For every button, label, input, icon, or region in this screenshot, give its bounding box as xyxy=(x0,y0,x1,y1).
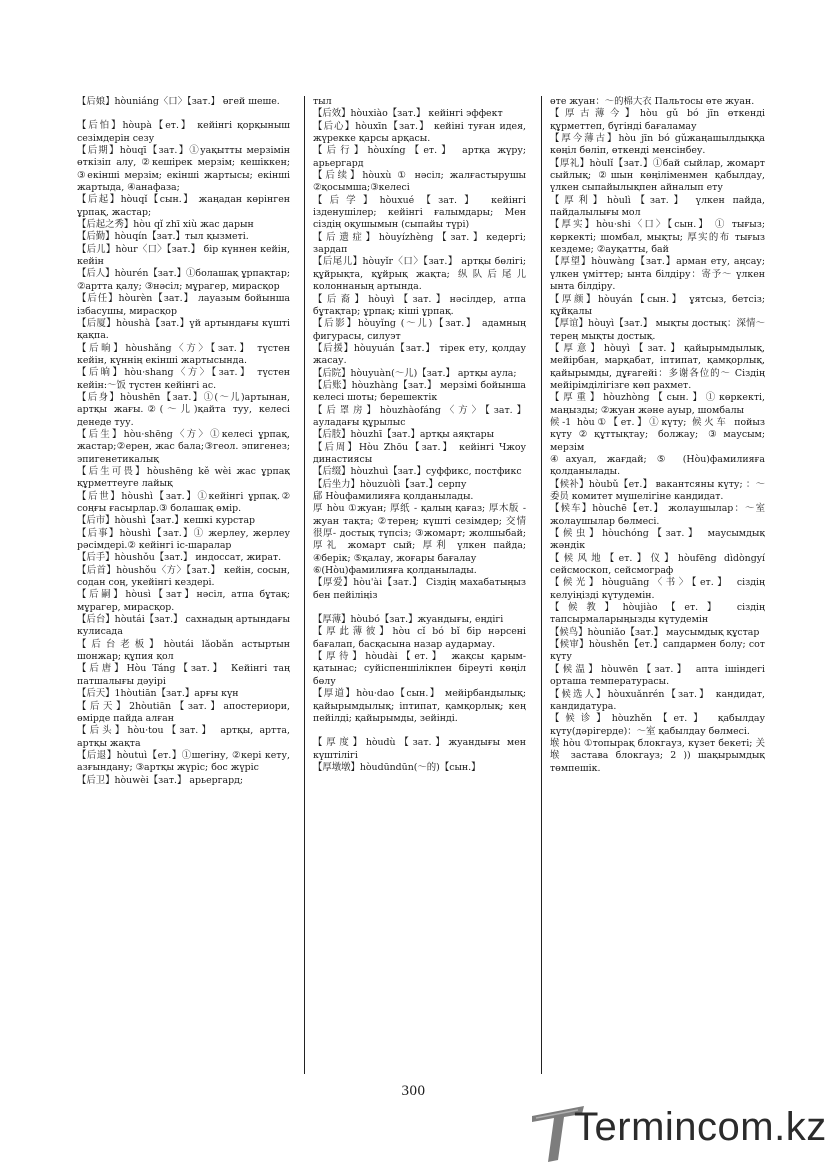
dictionary-entry: 【后缀】hòuzhuì【зат.】суффикс, постфикс xyxy=(313,466,522,478)
dictionary-entry: 【后娘】hòuniáng〈口〉【зат.】 өгей шеше. xyxy=(77,96,280,107)
dictionary-entry: 【后唐】Hòu Táng【зат.】 Кейінгі таң патшалығы дәуірі xyxy=(77,663,290,687)
dictionary-entry: 【后心】hòuxīn【зат.】 кейіні туған идея, жүрекке қарсы арқасы. xyxy=(313,120,526,145)
dictionary-entry: 【后周】Hòu Zhōu【зат.】 кейінгі Чжоу династиясы xyxy=(313,441,526,465)
dictionary-entry: 【后卫】hòuwèi【зат.】 арьергард; xyxy=(77,774,244,786)
dictionary-entry: 【厚利】hòulì【зат.】 үлкен пайда, пайдалылығы мол xyxy=(550,194,765,219)
dictionary-entry: 【后台】hòutái【зат.】 сахнадың артындағы кулисада xyxy=(77,614,290,638)
dictionary-entry: 【后厦】hòushà【зат.】үй артындағы күшті қақпа. xyxy=(77,317,290,342)
dictionary-entry: 【厚意】hòuyì【зат.】қайырымдылық, мейірбан, марқабат, іптипат, қамқорлық, қайырымды, дұғагейі：多谢各位的～ Сіздің мейірімділігізге көп рахмет. xyxy=(550,342,765,391)
dictionary-entry: 【候光】hòuguāng〈书〉【ет.】 сіздің келуіңізді күтудемін. xyxy=(550,577,765,601)
dictionary-entry: 【后效】hòuxiào【зат.】 кейінгі эффект xyxy=(313,108,503,120)
dictionary-entry: 【候审】hòushěn【ет.】сапдармен болу; сот күту xyxy=(550,639,765,663)
dictionary-entry: 【后怕】hòupà【ет.】 кейінгі қорқыныш сезімдерін сезу xyxy=(77,120,290,144)
dictionary-entry: 【厚薄】hòubó【зат.】жуандығы, еңдігі xyxy=(313,614,504,626)
dictionary-entry: 【后市】hòushì【зат.】кешкі курстар xyxy=(77,515,256,527)
dictionary-entry: 【候鸟】hòuniǎo【зат.】 маусымдық құстар xyxy=(550,626,760,638)
dictionary-entry: 【厚此薄彼】hòu cǐ bó bǐ бір нәрсені бағалап, басқасына назар аудармау. xyxy=(313,626,526,650)
dictionary-entry: 【后期】hòuqī【зат.】①уақытты мерзімін өткізіп алу, ②кешірек мерзім; кешіккен; ③екінші мерзім; екінші жартысы; екінші жартыда, ④анафаза; xyxy=(77,145,290,194)
dictionary-entry: 【后天】2hòutiān【зат.】апостериори, өмірде пайда алған xyxy=(77,700,290,724)
dictionary-entry: 【厚道】hòu·dao【сын.】 мейірбандылық; қайырымдылық; іптипат, қамқорлық; кең пейілді; қайырымды, зейінді. xyxy=(313,688,526,724)
dictionary-entry: 【后账】hòuzhàng【зат.】 мерзімі бойынша келесі шоты; берешектік xyxy=(313,379,526,404)
dictionary-entry: 【后头】hòu·tou【зат.】 артқы, артта, артқы жақта xyxy=(77,725,290,749)
dictionary-entry: 【后台老板】hòutái lǎobǎn астыртын шонжар; құпия қол xyxy=(77,638,290,663)
dictionary-column-1 xyxy=(77,96,290,1071)
termincom-logo[interactable] xyxy=(528,1102,827,1164)
dictionary-entry: 【厚古薄今】hòu gǔ bó jīn өткенді құрметтеп, бүгінді бағаламау xyxy=(550,108,765,132)
logo-wordmark: Termincom.kz xyxy=(574,1105,827,1149)
dictionary-entry: 【候虫】hòuchóng【зат.】 маусымдық жәндік xyxy=(550,528,765,552)
dictionary-entry: ④ахуал, жағдай; ⑤ (Hòu)фамилияға қолданылады. xyxy=(550,453,765,478)
dictionary-entry: 【后院】hòuyuàn(～儿)【зат.】 артқы аула; xyxy=(313,367,517,379)
dictionary-entry: 【厚重】hòuzhòng【сын.】①көркекті, маңызды; ②жуан және ауыр, шомбалы xyxy=(550,392,765,416)
dictionary-entry: 【后手】hòushǒu【зат.】 индоссат, жират. xyxy=(77,552,282,564)
dictionary-entry: тыл xyxy=(313,96,332,107)
dictionary-entry: 【后影】hòuyǐng (～儿)【зат.】 адамның фигурасы, силуэт xyxy=(313,318,526,342)
dictionary-entry: 【后坐力】hòuzuòlì【зат.】серпу xyxy=(313,478,467,490)
dictionary-entry: 郈 Hòuфамилияға қолданылады. xyxy=(313,491,474,502)
dictionary-entry: ⑥(Hòu)фамилияға қолданылады. xyxy=(313,565,477,577)
dictionary-entry: 【后退】hòutuì【ет.】①шегіну, ②кері кету, азғындану; ③артқы жүріс; бос жүріс xyxy=(77,749,290,774)
dictionary-entry: 【后学】hòuxué【зат.】 кейінгі ізденушілер; кейінгі ғалымдары; Мен сіздің оқушымын (сыпайы түрі) xyxy=(313,194,526,231)
dictionary-entry: 【后援】hòuyuán【зат.】 тірек ету, қолдау жасау. xyxy=(313,342,526,367)
dictionary-entry: 【后嗣】hòusì【зат】нәсіл, атпа бұтақ; мұрагер, мирасқор. xyxy=(77,589,290,613)
dictionary-entry: 【厚实】hòu·shi〈口〉【сын.】 ① тығыз; көркекті; шомбал, мықты; 厚实的布 тығыз кездеме; ②ауқатты, бай xyxy=(550,219,765,256)
dictionary-entry: 【后生】hòu·shēng〈方〉①келесі ұрпақ, жастар;②ерен, жас бала;③геол. эпигенез; эпигенетикалық xyxy=(77,428,290,465)
dictionary-entry: 【后起】hòuqǐ【сын.】 жаңадан көрінген ұрпақ, жастар; xyxy=(77,194,290,218)
dictionary-entry: 【后勤】hòuqín【зат.】тыл қызметі. xyxy=(77,231,249,243)
dictionary-entry: 【厚谊】hòuyì【зат.】 мықты достық：深情～ терең мықты достық. xyxy=(550,318,765,342)
page-number: 300 xyxy=(401,1083,426,1099)
dictionary-entry: 候-1 hòu①【ет.】①күту; 候火车 пойыз күту②құттықтау; болжау; ③маусым; мерзім xyxy=(550,416,765,453)
dictionary-entry: 【厚待】hòudài【ет.】 жақсы қарым-қатынас; суйіспеншілікпен біреуті көңіл бөлу xyxy=(313,651,526,687)
dictionary-entry: 【候诊】hòuzhěn【ет.】 қабылдау күту(дәрігерде)：～室 қабылдау бөлмесі. xyxy=(550,713,765,737)
dictionary-entry: 【厚今薄古】hòu jīn bó gǔжаңашылдыққа көңіл бөліп, өткенді менсінбеу. xyxy=(550,133,765,157)
dictionary-entry: 【后儿】hòur〈口〉【зат.】 бір күннен кейін, кейін xyxy=(77,243,290,268)
dictionary-entry: 【后身】hòushēn【зат.】①(～儿)артынан, артқы жағы.②(～儿)қайта туу, келесі денеде туу. xyxy=(77,391,290,428)
dictionary-entry: 【厚墩墩】hòudūndūn(～的)【сын.】 xyxy=(313,761,481,773)
dictionary-entry: өте жуан：～的棉大衣 Пальтосы өте жуан. xyxy=(550,96,755,107)
dictionary-entry: 【后天】1hòutiān【зат.】арғы күн xyxy=(77,688,239,700)
dictionary-entry: 【厚颜】hòuyán【сын.】 ұятсыз, бетсіз; құйқалы xyxy=(550,293,765,317)
column-divider xyxy=(541,96,542,1074)
dictionary-entry: 【厚礼】hòulǐ【зат.】①бай сыйлар, жомарт сыйлық; ②шын көңіліменмен қабылдау, үлкен сыпайылықпен айналып ету xyxy=(550,157,765,194)
dictionary-entry: 【候风地【ет.】仪】hòufēng dìdòngyí сейсмоскоп, сейсмограф xyxy=(550,552,765,577)
dictionary-entry: 【后起之秀】hòu qǐ zhī xiù жас дарын xyxy=(77,219,254,231)
dictionary-entry: 【厚度】hòudù【зат.】жуандығы мен күштілігі xyxy=(313,737,526,761)
dictionary-entry: 【后晌】hòushǎng〈方〉【зат.】 түстен кейін, күннің екінші жартысында. xyxy=(77,342,290,366)
dictionary-entry: 【候车】hòuchē【ет.】 жолаушылар：～室 жолаушылар бөлмесі. xyxy=(550,503,765,527)
dictionary-entry: 【后罩房】hòuzhàofáng〈方〉【зат.】 ауладағы құрылыс xyxy=(313,404,526,428)
dictionary-entry: 【候选人】hòuxuǎnrén【зат.】 кандидат, кандидатура. xyxy=(550,688,765,712)
dictionary-entry: 【后裔】hòuyì【зат.】нәсілдер, атпа бұтақтар; ұрпақ; кіші ұрпақ. xyxy=(313,293,526,317)
dictionary-entry: 【后遗症】hòuyízhèng【зат.】кедергі; зардап xyxy=(313,231,526,256)
dictionary-entry: 【后续】hòuxù ① нәсіл; жалғастырушы ②қосымша;③келесі xyxy=(313,170,526,194)
dictionary-entry: 厚 hòu ①жуан; 厚纸 - қалың қағаз; 厚木版 - жуан тақта; ②терең; күшті сезімдер; 交情很厚- достық түпсіз; ③жомарт; жолшыбай; 厚礼 жомарт сый; 厚利 үлкен пайда; ④берік; ⑤қалау, жоғары бағалау xyxy=(313,503,526,564)
dictionary-entry: 【后行】hòuxíng【ет.】 артқа жүру; арьергард xyxy=(313,145,526,169)
dictionary-column-2 xyxy=(313,96,526,1071)
dictionary-entry: 【候教】hòujiào【ет.】 сіздің тапсырмаларыңызды күтудемін xyxy=(550,602,765,626)
dictionary-column-3 xyxy=(550,96,765,1071)
dictionary-entry: 【候补】hòubǔ【ет.】 вакантсяны күту; ：～委员 комитет мүшелігіне кандидат. xyxy=(550,478,765,502)
dictionary-entry: 【后首】hòushǒu〈方〉【зат.】 кейін, сосын, содан соң, укейінгі кездері. xyxy=(77,564,290,589)
dictionary-entry: 【后事】hòushì【зат.】① жерлеу, жерлеу рәсімдері.② кейінгі іс-шаралар xyxy=(77,527,290,552)
dictionary-entry: 【后尾儿】hòuyǐr〈口〉【зат.】 артқы бөлігі; құйрықта, құйрық жақта; 纵队后尾儿 колоннаның артында. xyxy=(313,256,526,293)
dictionary-entry: 【后人】hòurén【зат.】①болашақ ұрпақтар; ②артта қалу; ③нәсіл; мұрагер, мирасқор xyxy=(77,268,290,292)
dictionary-entry: 堠 hòu ①топырақ блокгауз, күзет бекеті; 关堠 застава блокгауз; 2 )) шақырымдық төмпешік. xyxy=(550,737,765,774)
dictionary-entry: 【后任】hòurèn【зат.】 лауазым бойынша ізбасушы, мирасқор xyxy=(77,293,290,317)
dictionary-entry: 【后世】hòushì【зат.】①кейінгі ұрпақ.② соңғы ғасырлар.③ болашақ өмір. xyxy=(77,490,290,514)
column-divider xyxy=(304,96,305,1074)
dictionary-entry: 【厚望】hòuwàng【зат.】арман ету, аңсау; үлкен үміттер; ынта білдіру：寄予～ үлкен ынта білдіру. xyxy=(550,256,765,293)
dictionary-entry: 【后生可畏】hòushēng kě wèi жас ұрпақ құрметтеуге лайық xyxy=(77,465,290,490)
dictionary-entry: 【后晌】hòu·shang〈方〉【зат.】 түстен кейін:～饭 түстен кейінгі ас. xyxy=(77,367,290,391)
dictionary-entry: 【厚爱】hòu'ài【зат.】 Сіздің махабатыңыз бен пейіліңіз xyxy=(313,577,526,601)
dictionary-entry: 【候温】hòuwēn【зат.】 апта ішіндегі орташа температурасы. xyxy=(550,663,765,688)
dictionary-entry: 【后肢】hòuzhī【зат.】артқы аяқтары xyxy=(313,429,495,441)
